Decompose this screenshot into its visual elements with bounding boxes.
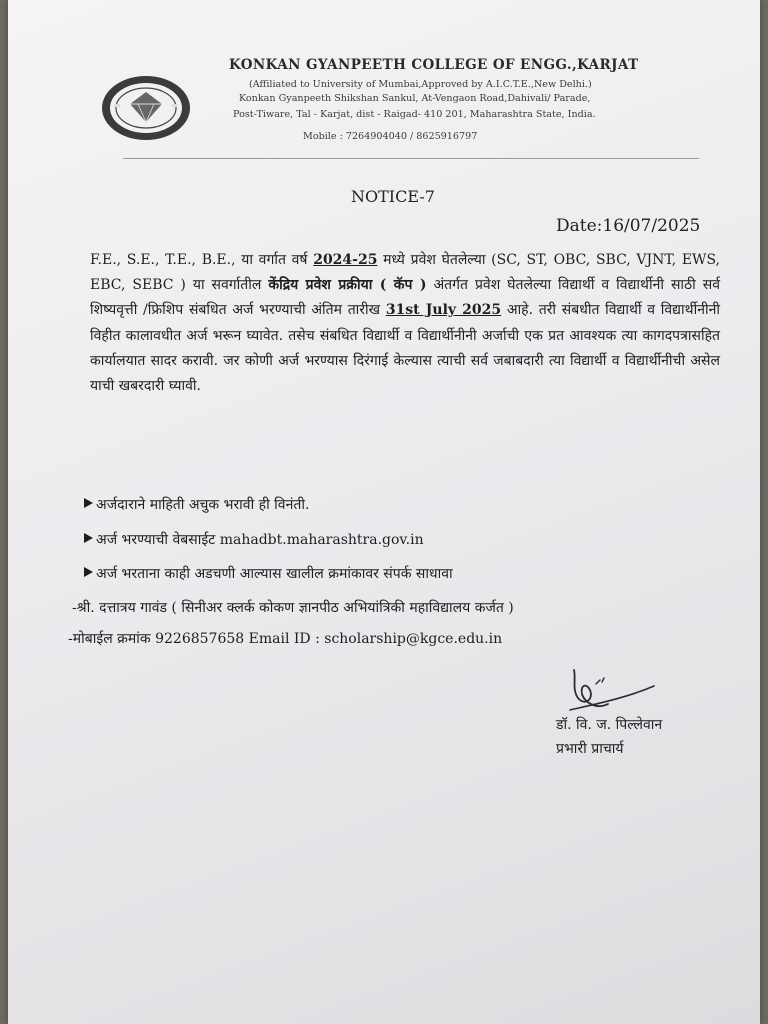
bullet-text: अर्जदाराने माहिती अचुक भरावी ही विनंती. bbox=[96, 497, 310, 513]
college-logo-seal bbox=[100, 74, 192, 142]
bullet-item bbox=[84, 495, 309, 514]
bullet-item bbox=[84, 564, 453, 583]
academic-year: 2024-25 bbox=[313, 252, 378, 268]
affiliation-line: (Affiliated to University of Mumbai,Approved by A.I.C.T.E.,New Delhi.) bbox=[249, 79, 592, 90]
header-divider bbox=[123, 158, 699, 159]
bullet-text: अर्ज भरताना काही अडचणी आल्यास खालील क्रमांकावर संपर्क साधावा bbox=[96, 566, 453, 582]
cap-process: केंद्रिय प्रवेश प्रक्रीया ( कॅप ) bbox=[268, 277, 427, 294]
body-text-2: मध्ये प्रवेश घेतलेल्या (SC, ST, OBC, SBC, VJNT, EWS, EBC, SEBC ) या सवर्गातील bbox=[90, 252, 720, 294]
college-name: KONKAN GYANPEETH COLLEGE OF ENGG.,KARJAT bbox=[229, 57, 639, 73]
body-text-1: F.E., S.E., T.E., B.E., या वर्गात वर्ष bbox=[90, 252, 314, 268]
notice-date: Date:16/07/2025 bbox=[556, 216, 701, 236]
deadline-date: 31st July 2025 bbox=[385, 302, 502, 319]
address-line-2: Post-Tiware, Tal - Karjat, dist - Raigad- 410 201, Maharashtra State, India. bbox=[233, 109, 596, 120]
handwritten-signature bbox=[556, 660, 664, 720]
contact-phone-email: -मोबाईल क्रमांक 9226857658 Email ID : scholarship@kgce.edu.in bbox=[68, 631, 503, 647]
address-line-1: Konkan Gyanpeeth Shikshan Sankul, At-Vengaon Road,Dahivali/ Parade, bbox=[239, 93, 591, 104]
triangle-bullet-icon bbox=[84, 567, 93, 577]
mobile-line: Mobile : 7264904040 / 8625916797 bbox=[303, 131, 478, 142]
notice-title: NOTICE-7 bbox=[351, 187, 435, 206]
bullet-text: अर्ज भरण्याची वेबसाईट mahadbt.maharashtra.gov.in bbox=[96, 532, 424, 548]
notice-body bbox=[90, 248, 720, 399]
triangle-bullet-icon bbox=[84, 533, 93, 543]
body-text-4: आहे. तरी संबधीत विद्यार्थी व विद्यार्थीनीनी विहीत कालावधीत अर्ज भरून घ्यावेत. तसेच संबधित विद्यार्थी व विद्यार्थीनीनी अर्जाची एक प्रत आवश्यक त्या कागदपत्रासहित कार्यालयात सादर करावी. जर कोणी अर्ज भरण्यास दिरंगाई केल्यास त्याची सर्व जबाबदारी त्या विद्यार्थी व विद्यार्थीनीची असेल याची खबरदारी घ्यावी. bbox=[90, 302, 720, 395]
signatory-post: प्रभारी प्राचार्य bbox=[556, 741, 624, 757]
body-text-3: अंतर्गत प्रवेश घेतलेल्या विद्यार्थी व विद्यार्थीनी साठी सर्व शिष्यवृत्ती /फ्रिशिप संबधित अर्ज भरण्याची अंतिम तारीख bbox=[90, 277, 720, 319]
bullet-item bbox=[84, 530, 424, 549]
contact-person: -श्री. दत्तात्रय गावंड ( सिनीअर क्लर्क कोकण ज्ञानपीठ अभियांत्रिकी महाविद्यालय कर्जत ) bbox=[72, 600, 514, 616]
signatory-name: डॉ. वि. ज. पिल्लेवान bbox=[556, 717, 663, 733]
triangle-bullet-icon bbox=[84, 498, 93, 508]
notice-paper bbox=[8, 0, 760, 1024]
